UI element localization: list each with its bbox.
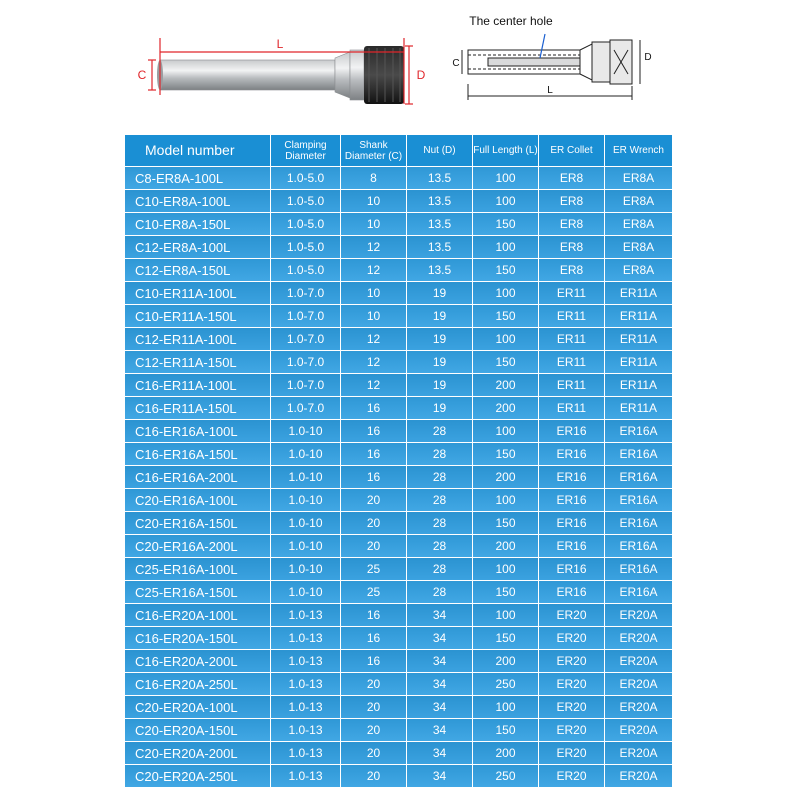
cell-length: 100 — [473, 190, 538, 212]
cell-model: C10-ER8A-150L — [125, 213, 270, 235]
cell-length: 100 — [473, 282, 538, 304]
table-row — [125, 742, 672, 764]
cell-nut: 28 — [407, 558, 472, 580]
cell-model: C25-ER16A-100L — [125, 558, 270, 580]
table-row — [125, 489, 672, 511]
drawing-label-c: C — [452, 58, 460, 69]
cell-nut: 28 — [407, 512, 472, 534]
table-row — [125, 236, 672, 258]
table-row — [125, 397, 672, 419]
cell-nut: 13.5 — [407, 190, 472, 212]
cell-shank: 20 — [341, 535, 406, 557]
table-body — [125, 167, 672, 787]
cell-wrench: ER16A — [605, 535, 672, 557]
cell-model: C16-ER16A-150L — [125, 443, 270, 465]
cell-clamping: 1.0-10 — [271, 420, 340, 442]
cell-wrench: ER20A — [605, 765, 672, 787]
cell-wrench: ER11A — [605, 374, 672, 396]
cell-nut: 34 — [407, 765, 472, 787]
table-row — [125, 650, 672, 672]
cell-shank: 20 — [341, 696, 406, 718]
cell-length: 100 — [473, 696, 538, 718]
cell-length: 150 — [473, 305, 538, 327]
cell-model: C20-ER20A-100L — [125, 696, 270, 718]
cell-clamping: 1.0-5.0 — [271, 259, 340, 281]
cell-collet: ER11 — [539, 351, 604, 373]
cell-length: 150 — [473, 443, 538, 465]
cell-nut: 34 — [407, 742, 472, 764]
table-row — [125, 190, 672, 212]
cell-collet: ER16 — [539, 443, 604, 465]
cell-collet: ER11 — [539, 328, 604, 350]
cell-wrench: ER20A — [605, 673, 672, 695]
cell-nut: 19 — [407, 374, 472, 396]
table-row — [125, 259, 672, 281]
cell-shank: 25 — [341, 581, 406, 603]
cell-length: 150 — [473, 259, 538, 281]
cell-nut: 19 — [407, 305, 472, 327]
cell-wrench: ER11A — [605, 328, 672, 350]
cell-length: 150 — [473, 213, 538, 235]
cell-collet: ER20 — [539, 627, 604, 649]
cell-clamping: 1.0-7.0 — [271, 328, 340, 350]
cell-wrench: ER8A — [605, 213, 672, 235]
cell-model: C16-ER20A-100L — [125, 604, 270, 626]
cell-shank: 16 — [341, 466, 406, 488]
cell-model: C10-ER8A-100L — [125, 190, 270, 212]
cell-collet: ER11 — [539, 305, 604, 327]
cell-length: 250 — [473, 673, 538, 695]
header-full-length: Full Length (L) — [473, 135, 538, 166]
cell-collet: ER16 — [539, 581, 604, 603]
drawing-label-d: D — [644, 52, 652, 63]
cell-nut: 34 — [407, 650, 472, 672]
cell-shank: 16 — [341, 443, 406, 465]
table-row — [125, 351, 672, 373]
cell-shank: 12 — [341, 236, 406, 258]
cell-wrench: ER8A — [605, 190, 672, 212]
cell-collet: ER16 — [539, 535, 604, 557]
cell-collet: ER11 — [539, 282, 604, 304]
cell-model: C20-ER20A-200L — [125, 742, 270, 764]
cell-length: 150 — [473, 512, 538, 534]
cell-length: 200 — [473, 742, 538, 764]
cell-collet: ER20 — [539, 604, 604, 626]
cell-collet: ER20 — [539, 650, 604, 672]
cell-wrench: ER16A — [605, 581, 672, 603]
cell-clamping: 1.0-13 — [271, 765, 340, 787]
cell-collet: ER16 — [539, 558, 604, 580]
cell-clamping: 1.0-13 — [271, 627, 340, 649]
cell-shank: 10 — [341, 190, 406, 212]
dimension-label-l: L — [276, 37, 284, 51]
cell-length: 200 — [473, 535, 538, 557]
cell-shank: 20 — [341, 489, 406, 511]
cell-shank: 20 — [341, 673, 406, 695]
cell-shank: 25 — [341, 558, 406, 580]
table-row — [125, 558, 672, 580]
cell-nut: 28 — [407, 581, 472, 603]
cell-length: 100 — [473, 489, 538, 511]
table-row — [125, 581, 672, 603]
cell-shank: 12 — [341, 328, 406, 350]
cell-shank: 12 — [341, 259, 406, 281]
cell-length: 200 — [473, 374, 538, 396]
header-nut: Nut (D) — [407, 135, 472, 166]
cell-clamping: 1.0-10 — [271, 466, 340, 488]
cell-model: C12-ER8A-150L — [125, 259, 270, 281]
cell-model: C16-ER11A-100L — [125, 374, 270, 396]
cell-wrench: ER11A — [605, 397, 672, 419]
cell-wrench: ER20A — [605, 650, 672, 672]
cell-nut: 13.5 — [407, 236, 472, 258]
cell-shank: 20 — [341, 719, 406, 741]
cell-collet: ER20 — [539, 765, 604, 787]
cell-model: C16-ER11A-150L — [125, 397, 270, 419]
cell-clamping: 1.0-13 — [271, 719, 340, 741]
cell-length: 200 — [473, 650, 538, 672]
table-row — [125, 305, 672, 327]
cell-collet: ER8 — [539, 167, 604, 189]
cell-wrench: ER20A — [605, 742, 672, 764]
cell-nut: 34 — [407, 604, 472, 626]
table-row — [125, 420, 672, 442]
cell-wrench: ER20A — [605, 719, 672, 741]
cell-nut: 13.5 — [407, 259, 472, 281]
cell-clamping: 1.0-10 — [271, 535, 340, 557]
cell-model: C16-ER20A-200L — [125, 650, 270, 672]
cell-nut: 28 — [407, 466, 472, 488]
cell-nut: 28 — [407, 420, 472, 442]
cell-model: C25-ER16A-150L — [125, 581, 270, 603]
header-model-number: Model number — [125, 135, 270, 166]
cell-collet: ER20 — [539, 719, 604, 741]
cell-shank: 12 — [341, 374, 406, 396]
table-row — [125, 167, 672, 189]
cell-clamping: 1.0-7.0 — [271, 397, 340, 419]
cell-length: 100 — [473, 167, 538, 189]
cell-clamping: 1.0-13 — [271, 742, 340, 764]
cell-wrench: ER8A — [605, 259, 672, 281]
cell-shank: 10 — [341, 305, 406, 327]
cell-length: 200 — [473, 466, 538, 488]
cell-nut: 28 — [407, 489, 472, 511]
cell-clamping: 1.0-7.0 — [271, 351, 340, 373]
cell-collet: ER20 — [539, 673, 604, 695]
cell-nut: 13.5 — [407, 167, 472, 189]
cell-nut: 19 — [407, 397, 472, 419]
cell-length: 100 — [473, 420, 538, 442]
table-row — [125, 213, 672, 235]
cell-collet: ER11 — [539, 397, 604, 419]
cell-clamping: 1.0-5.0 — [271, 167, 340, 189]
table-row — [125, 282, 672, 304]
cell-collet: ER8 — [539, 190, 604, 212]
cell-wrench: ER20A — [605, 696, 672, 718]
cell-clamping: 1.0-7.0 — [271, 282, 340, 304]
cell-wrench: ER16A — [605, 420, 672, 442]
cell-length: 100 — [473, 328, 538, 350]
cell-collet: ER16 — [539, 512, 604, 534]
cell-collet: ER16 — [539, 489, 604, 511]
cell-shank: 10 — [341, 282, 406, 304]
cell-model: C16-ER16A-100L — [125, 420, 270, 442]
cell-collet: ER20 — [539, 696, 604, 718]
table-row — [125, 443, 672, 465]
cell-nut: 19 — [407, 351, 472, 373]
cell-nut: 34 — [407, 696, 472, 718]
cell-length: 150 — [473, 627, 538, 649]
header-clamping-diameter: Clamping Diameter — [271, 135, 340, 166]
table-row — [125, 374, 672, 396]
cell-nut: 34 — [407, 673, 472, 695]
cell-nut: 34 — [407, 627, 472, 649]
table-row — [125, 719, 672, 741]
cell-length: 150 — [473, 581, 538, 603]
cell-wrench: ER20A — [605, 604, 672, 626]
cell-clamping: 1.0-10 — [271, 443, 340, 465]
cell-collet: ER16 — [539, 420, 604, 442]
table-row — [125, 627, 672, 649]
cell-model: C20-ER16A-100L — [125, 489, 270, 511]
cell-nut: 28 — [407, 443, 472, 465]
table-header-row — [125, 135, 672, 166]
cell-model: C10-ER11A-150L — [125, 305, 270, 327]
cell-clamping: 1.0-13 — [271, 696, 340, 718]
cell-wrench: ER8A — [605, 167, 672, 189]
cell-clamping: 1.0-5.0 — [271, 190, 340, 212]
table-row — [125, 512, 672, 534]
cell-shank: 16 — [341, 627, 406, 649]
cell-wrench: ER16A — [605, 489, 672, 511]
cell-model: C12-ER8A-100L — [125, 236, 270, 258]
cell-model: C20-ER16A-200L — [125, 535, 270, 557]
dimension-label-d: D — [416, 68, 426, 82]
cell-collet: ER8 — [539, 213, 604, 235]
cell-collet: ER8 — [539, 259, 604, 281]
cell-clamping: 1.0-7.0 — [271, 374, 340, 396]
cell-shank: 16 — [341, 604, 406, 626]
cell-nut: 28 — [407, 535, 472, 557]
cell-clamping: 1.0-10 — [271, 581, 340, 603]
cell-model: C10-ER11A-100L — [125, 282, 270, 304]
header-er-collet: ER Collet — [539, 135, 604, 166]
center-hole-caption: The center hole — [469, 14, 553, 28]
product-diagrams — [0, 0, 800, 130]
cell-wrench: ER11A — [605, 305, 672, 327]
cell-wrench: ER16A — [605, 443, 672, 465]
cell-shank: 20 — [341, 742, 406, 764]
cell-clamping: 1.0-13 — [271, 673, 340, 695]
cell-model: C20-ER20A-150L — [125, 719, 270, 741]
cell-shank: 16 — [341, 420, 406, 442]
cell-shank: 16 — [341, 650, 406, 672]
cell-shank: 8 — [341, 167, 406, 189]
cell-shank: 20 — [341, 512, 406, 534]
cell-model: C8-ER8A-100L — [125, 167, 270, 189]
header-er-wrench: ER Wrench — [605, 135, 672, 166]
cell-wrench: ER8A — [605, 236, 672, 258]
cell-collet: ER16 — [539, 466, 604, 488]
cell-wrench: ER16A — [605, 466, 672, 488]
cell-clamping: 1.0-10 — [271, 558, 340, 580]
table-row — [125, 604, 672, 626]
table-row — [125, 466, 672, 488]
cell-wrench: ER20A — [605, 627, 672, 649]
cell-clamping: 1.0-13 — [271, 604, 340, 626]
table-row — [125, 328, 672, 350]
cell-shank: 16 — [341, 397, 406, 419]
dimension-label-c: C — [137, 68, 147, 82]
cell-clamping: 1.0-5.0 — [271, 236, 340, 258]
cell-nut: 19 — [407, 282, 472, 304]
cell-collet: ER8 — [539, 236, 604, 258]
cell-nut: 13.5 — [407, 213, 472, 235]
cell-model: C16-ER20A-250L — [125, 673, 270, 695]
cell-nut: 34 — [407, 719, 472, 741]
cell-collet: ER20 — [539, 742, 604, 764]
cell-model: C12-ER11A-100L — [125, 328, 270, 350]
cell-length: 100 — [473, 558, 538, 580]
cell-model: C16-ER16A-200L — [125, 466, 270, 488]
header-shank-diameter: Shank Diameter (C) — [341, 135, 406, 166]
cell-shank: 20 — [341, 765, 406, 787]
cell-model: C16-ER20A-150L — [125, 627, 270, 649]
cell-shank: 12 — [341, 351, 406, 373]
table-row — [125, 765, 672, 787]
cell-length: 250 — [473, 765, 538, 787]
spec-table — [124, 134, 673, 788]
cell-clamping: 1.0-7.0 — [271, 305, 340, 327]
table-row — [125, 696, 672, 718]
cell-clamping: 1.0-10 — [271, 512, 340, 534]
cell-wrench: ER11A — [605, 351, 672, 373]
collet-chuck-photo — [157, 46, 404, 104]
cell-wrench: ER11A — [605, 282, 672, 304]
cell-collet: ER11 — [539, 374, 604, 396]
cell-length: 100 — [473, 604, 538, 626]
cell-clamping: 1.0-5.0 — [271, 213, 340, 235]
cell-nut: 19 — [407, 328, 472, 350]
table-row — [125, 535, 672, 557]
cell-model: C20-ER16A-150L — [125, 512, 270, 534]
table-row — [125, 673, 672, 695]
cell-length: 200 — [473, 397, 538, 419]
drawing-label-l: L — [547, 85, 553, 96]
cell-wrench: ER16A — [605, 558, 672, 580]
cell-length: 150 — [473, 719, 538, 741]
cell-model: C20-ER20A-250L — [125, 765, 270, 787]
cell-length: 150 — [473, 351, 538, 373]
cell-clamping: 1.0-13 — [271, 650, 340, 672]
cell-length: 100 — [473, 236, 538, 258]
cell-clamping: 1.0-10 — [271, 489, 340, 511]
cell-wrench: ER16A — [605, 512, 672, 534]
cell-model: C12-ER11A-150L — [125, 351, 270, 373]
cell-shank: 10 — [341, 213, 406, 235]
